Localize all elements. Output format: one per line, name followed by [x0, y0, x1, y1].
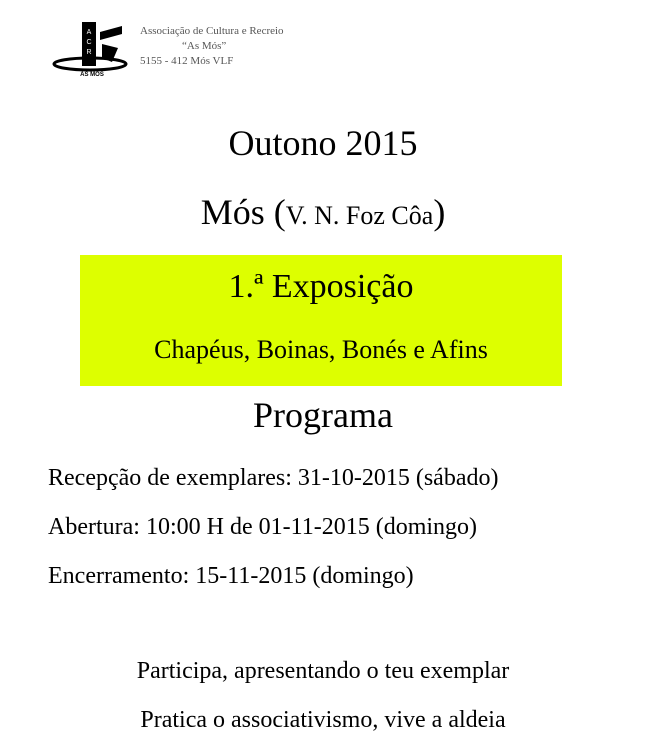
program-item-reception: Recepção de exemplares: 31-10-2015 (sábado)	[48, 465, 499, 491]
page-title: Outono 2015	[228, 123, 418, 163]
place-open-paren: (	[273, 192, 286, 232]
program-item-opening: Abertura: 10:00 H de 01-11-2015 (domingo)	[48, 514, 478, 540]
exhibition-subtitle: Chapéus, Boinas, Bonés e Afins	[154, 335, 488, 364]
footer-line-participate: Participa, apresentando o teu exemplar	[136, 658, 510, 684]
place-line	[0, 190, 646, 238]
org-address: 5155 - 412 Mós VLF	[140, 55, 234, 67]
footer-line-associate: Pratica o associativismo, vive a aldeia	[140, 707, 506, 733]
org-name: Associação de Cultura e Recreio	[140, 25, 284, 37]
svg-text:R: R	[86, 49, 92, 56]
place-detail: V. N. Foz Côa	[285, 201, 434, 230]
logo-text: AS MÓS	[80, 72, 104, 78]
program-heading: Programa	[253, 395, 393, 435]
svg-text:C: C	[86, 39, 92, 46]
association-logo	[52, 18, 132, 78]
organization-info	[140, 24, 284, 69]
exhibition-highlight-box	[80, 255, 562, 386]
program-item-closing: Encerramento: 15-11-2015 (domingo)	[48, 563, 414, 589]
place-close-paren: )	[433, 192, 446, 232]
place-name: Mós	[200, 192, 265, 232]
org-nickname: “As Mós”	[182, 40, 227, 52]
exhibition-title: 1.ª Exposição	[228, 268, 414, 305]
svg-text:A: A	[86, 29, 92, 36]
